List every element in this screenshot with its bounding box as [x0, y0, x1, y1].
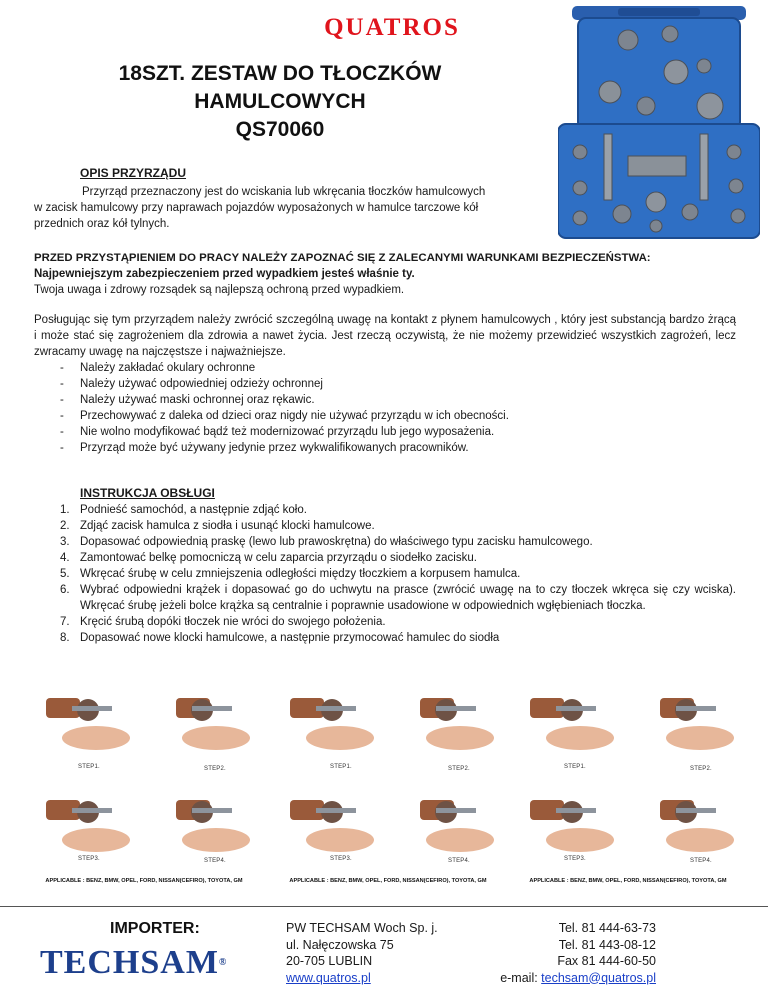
safety-paragraph: Posługując się tym przyrządem należy zwrócić szczególną uwagę na kontakt z płynem hamulcowych , który jest substancją bardzo żrącą i może stać się zagrożeniem dla zdrowia a nawet życia. Jest rzeczą oczywistą, że nie możemy przewidzieć wszystkich zagrożeń, lecz zwracamy uwagę na najczęstsze i najważniejsze. — [34, 314, 736, 358]
list-item — [34, 550, 736, 566]
step-number: 5. — [60, 568, 70, 580]
step-photo — [630, 676, 746, 762]
description-line: przednich oraz kół tylnych. — [34, 218, 170, 230]
company-street: ul. Nałęczowska 75 — [286, 937, 394, 952]
hand-shape — [62, 828, 130, 852]
applicable-note: APPLICABLE : BENZ, BMW, OPEL, FORD, NISSAN(CEFIRO), TOYOTA, GM — [289, 878, 487, 884]
step-number: 3. — [60, 536, 70, 548]
step-number: 7. — [60, 616, 70, 628]
instructions-heading: INSTRUKCJA OBSŁUGI — [80, 486, 215, 500]
step-text: Kręcić śrubą dopóki tłoczek nie wróci do swojego położenia. — [80, 616, 386, 628]
step-photo — [146, 778, 262, 864]
list-item — [34, 582, 736, 614]
email-link[interactable]: techsam@quatros.pl — [541, 970, 656, 985]
step-photo — [146, 676, 262, 762]
step-photo — [630, 778, 746, 864]
step-label: STEP1. — [564, 764, 586, 770]
list-item — [34, 566, 736, 582]
phone-2: Tel. 81 443-08-12 — [558, 937, 656, 952]
step-text: Podnieść samochód, a następnie zdjąć koło. — [80, 504, 307, 516]
description-heading: OPIS PRZYRZĄDU — [80, 166, 187, 180]
company-city: 20-705 LUBLIN — [286, 954, 373, 968]
step-text: Zamontować belkę pomocniczą w celu zaparcia przyrządu o siodełko zacisku. — [80, 552, 477, 564]
step-label: STEP4. — [690, 858, 712, 864]
step-photo-panel — [270, 676, 506, 888]
list-item: - Przyrząd może być używany jedynie przez wykwalifikowanych pracowników. — [34, 440, 734, 456]
step-photo-grid — [26, 676, 746, 888]
contact-info — [494, 920, 656, 986]
instructions-list — [34, 502, 736, 646]
step-photo — [270, 778, 386, 864]
tool-shaft-shape — [556, 808, 596, 813]
list-item: - Przechowywać z daleka od dzieci oraz nigdy nie używać przyrządu w ich obecności. — [34, 408, 734, 424]
description-line: w zacisk hamulcowy przy naprawach pojazdów wyposażonych w hamulce tarczowe kół — [34, 202, 479, 214]
step-photo — [26, 676, 142, 762]
description-line: Przyrząd przeznaczony jest do wciskania lub wkręcania tłoczków hamulcowych — [82, 186, 486, 198]
step-photo — [510, 676, 626, 762]
tool-shaft-shape — [316, 706, 356, 711]
hand-shape — [306, 726, 374, 750]
company-address — [286, 920, 438, 986]
registered-mark: ® — [218, 957, 228, 968]
hand-shape — [426, 726, 494, 750]
hand-shape — [182, 828, 250, 852]
footer-divider — [0, 906, 768, 907]
step-number: 2. — [60, 520, 70, 532]
title-line: 18SZT. ZESTAW DO TŁOCZKÓW — [118, 62, 442, 85]
tool-shaft-shape — [436, 808, 476, 813]
step-number: 8. — [60, 632, 70, 644]
step-label: STEP3. — [78, 856, 100, 862]
step-label: STEP2. — [448, 766, 470, 772]
hand-shape — [426, 828, 494, 852]
step-text: Dopasować nowe klocki hamulcowe, a następnie przymocować hamulec do siodła — [80, 632, 500, 644]
hand-shape — [666, 828, 734, 852]
tool-shaft-shape — [316, 808, 356, 813]
safety-heading: PRZED PRZYSTĄPIENIEM DO PRACY NALEŻY ZAPOZNAĆ SIĘ Z ZALECANYMI WARUNKAMI BEZPIECZEŃSTWA: — [34, 252, 651, 264]
step-text: Wybrać odpowiedni krążek i dopasować go do uchwytu na prasce (zwrócić uwagę na to czy tłoczek wkręca się czy wciska). Wkręcać śrubę jeżeli bolce krążka są centralnie i poprawnie usadowione w odpowiednich wgłębieniach tłoczka. — [80, 584, 736, 612]
step-photo-panel — [26, 676, 262, 888]
importer-label: IMPORTER: — [110, 920, 200, 937]
step-photo — [390, 778, 506, 864]
tool-shaft-shape — [556, 706, 596, 711]
step-label: STEP3. — [330, 856, 352, 862]
tool-shaft-shape — [436, 706, 476, 711]
tool-shaft-shape — [192, 706, 232, 711]
list-item — [34, 534, 736, 550]
step-photo — [26, 778, 142, 864]
hand-shape — [182, 726, 250, 750]
step-number: 1. — [60, 504, 70, 516]
title-line: HAMULCOWYCH — [194, 90, 366, 113]
hand-shape — [546, 828, 614, 852]
step-label: STEP4. — [204, 858, 226, 864]
product-case-photo — [558, 6, 760, 240]
list-item — [34, 614, 736, 630]
step-text: Wkręcać śrubę w celu zmniejszenia odległości między tłoczkiem a korpusem hamulca. — [80, 568, 521, 580]
step-number: 6. — [60, 584, 70, 596]
step-label: STEP4. — [448, 858, 470, 864]
tool-shaft-shape — [192, 808, 232, 813]
safety-bold-line: Najpewniejszym zabezpieczeniem przed wypadkiem jesteś właśnie ty. — [34, 268, 415, 280]
step-number: 4. — [60, 552, 70, 564]
hand-shape — [666, 726, 734, 750]
step-photo — [390, 676, 506, 762]
step-photo — [270, 676, 386, 762]
company-name: PW TECHSAM Woch Sp. j. — [286, 921, 438, 935]
step-photo — [510, 778, 626, 864]
step-label: STEP2. — [690, 766, 712, 772]
step-label: STEP1. — [78, 764, 100, 770]
applicable-note: APPLICABLE : BENZ, BMW, OPEL, FORD, NISSAN(CEFIRO), TOYOTA, GM — [45, 878, 243, 884]
step-photo-panel — [510, 676, 746, 888]
step-label: STEP1. — [330, 764, 352, 770]
hand-shape — [546, 726, 614, 750]
list-item: - Należy zakładać okulary ochronne — [34, 360, 734, 376]
email-label: e-mail: — [500, 970, 542, 985]
logo-text: TECHSAM — [40, 944, 219, 981]
list-item: - Należy używać odpowiedniej odzieży ochronnej — [34, 376, 734, 392]
tool-shaft-shape — [72, 808, 112, 813]
hand-shape — [306, 828, 374, 852]
applicable-note: APPLICABLE : BENZ, BMW, OPEL, FORD, NISSAN(CEFIRO), TOYOTA, GM — [529, 878, 727, 884]
step-label: STEP3. — [564, 856, 586, 862]
list-item — [34, 630, 736, 646]
page-title — [70, 60, 490, 144]
product-code: QS70060 — [235, 118, 325, 141]
techsam-logo — [40, 944, 227, 982]
list-item: - Nie wolno modyfikować bądź też modernizować przyrządu lub jego wyposażenia. — [34, 424, 734, 440]
step-label: STEP2. — [204, 766, 226, 772]
safety-line: Twoja uwaga i zdrowy rozsądek są najlepszą ochroną przed wypadkiem. — [34, 284, 405, 296]
safety-list — [34, 360, 734, 456]
hand-shape — [62, 726, 130, 750]
step-text: Zdjąć zacisk hamulca z siodła i usunąć klocki hamulcowe. — [80, 520, 375, 532]
website-link[interactable]: www.quatros.pl — [286, 970, 371, 985]
list-item — [34, 518, 736, 534]
brand-logo: QUATROS — [324, 14, 460, 41]
step-text: Dopasować odpowiednią praskę (lewo lub prawoskrętna) do właściwego typu zacisku hamulcowego. — [80, 536, 593, 548]
tool-shaft-shape — [676, 706, 716, 711]
tool-shaft-shape — [72, 706, 112, 711]
fax: Fax 81 444-60-50 — [557, 954, 656, 968]
list-item: - Należy używać maski ochronnej oraz rękawic. — [34, 392, 734, 408]
list-item — [34, 502, 736, 518]
tool-shaft-shape — [676, 808, 716, 813]
phone-1: Tel. 81 444-63-73 — [558, 921, 656, 935]
